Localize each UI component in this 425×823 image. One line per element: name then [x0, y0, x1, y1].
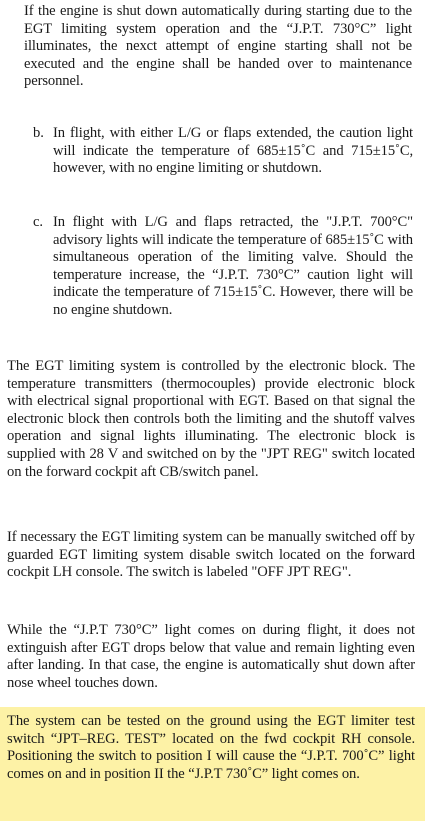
list-marker-c: c.	[33, 214, 43, 230]
paragraph-light-on: While the “J.P.T 730°C” light comes on during flight, it does not extinguish after EGT drops below that value and remain lighting even after landing. In that case, the engine is automatically shut down after nose wheel touches down.	[7, 622, 415, 691]
list-item-c	[33, 214, 413, 320]
paragraph-ground-test: The system can be tested on the ground using the EGT limiter test switch “JPT–REG. TEST” located on the fwd cockpit RH console. Positioning the switch to position I will cause the “J.P.T. 700˚C” light comes on and in position II the “J.P.T 730˚C” light comes on.	[7, 713, 415, 782]
paragraph-egt-control: The EGT limiting system is controlled by the electronic block. The temperature transmitters (thermocouples) provide electronic block with electrical signal proportional with EGT. Based on that signal the electronic block then controls both the limiting and the shutoff valves operation and signal lights illuminating. The electronic block is supplied with 28 V and switched on by the "JPT REG" switch located on the forward cockpit aft CB/switch panel.	[7, 358, 415, 480]
list-item-b	[33, 125, 413, 178]
list-marker-b: b.	[33, 125, 44, 141]
paragraph-manual-off: If necessary the EGT limiting system can be manually switched off by guarded EGT limiting system disable switch located on the forward cockpit LH console. The switch is labeled "OFF JPT REG".	[7, 529, 415, 581]
list-item-b-text: In flight, with either L/G or flaps extended, the caution light will indicate the temperature of 685±15˚C and 715±15˚C, however, with no engine limiting or shutdown.	[53, 125, 413, 177]
paragraph-engine-shutdown: If the engine is shut down automatically during starting due to the EGT limiting system operation and the “J.P.T. 730°C” light illuminates, the nexct attempt of engine starting shall not be executed and the engine shall be handed over to maintenance personnel.	[24, 3, 412, 90]
list-item-c-text: In flight with L/G and flaps retracted, the "J.P.T. 700°C" advisory lights will indicate the temperature of 685±15˚C with simultaneous operation of the limiting valve. Should the temperature increase, the “J.P.T. 730°C” caution light will indicate the temperature of 715±15˚C. However, there will be no engine shutdown.	[53, 214, 413, 318]
